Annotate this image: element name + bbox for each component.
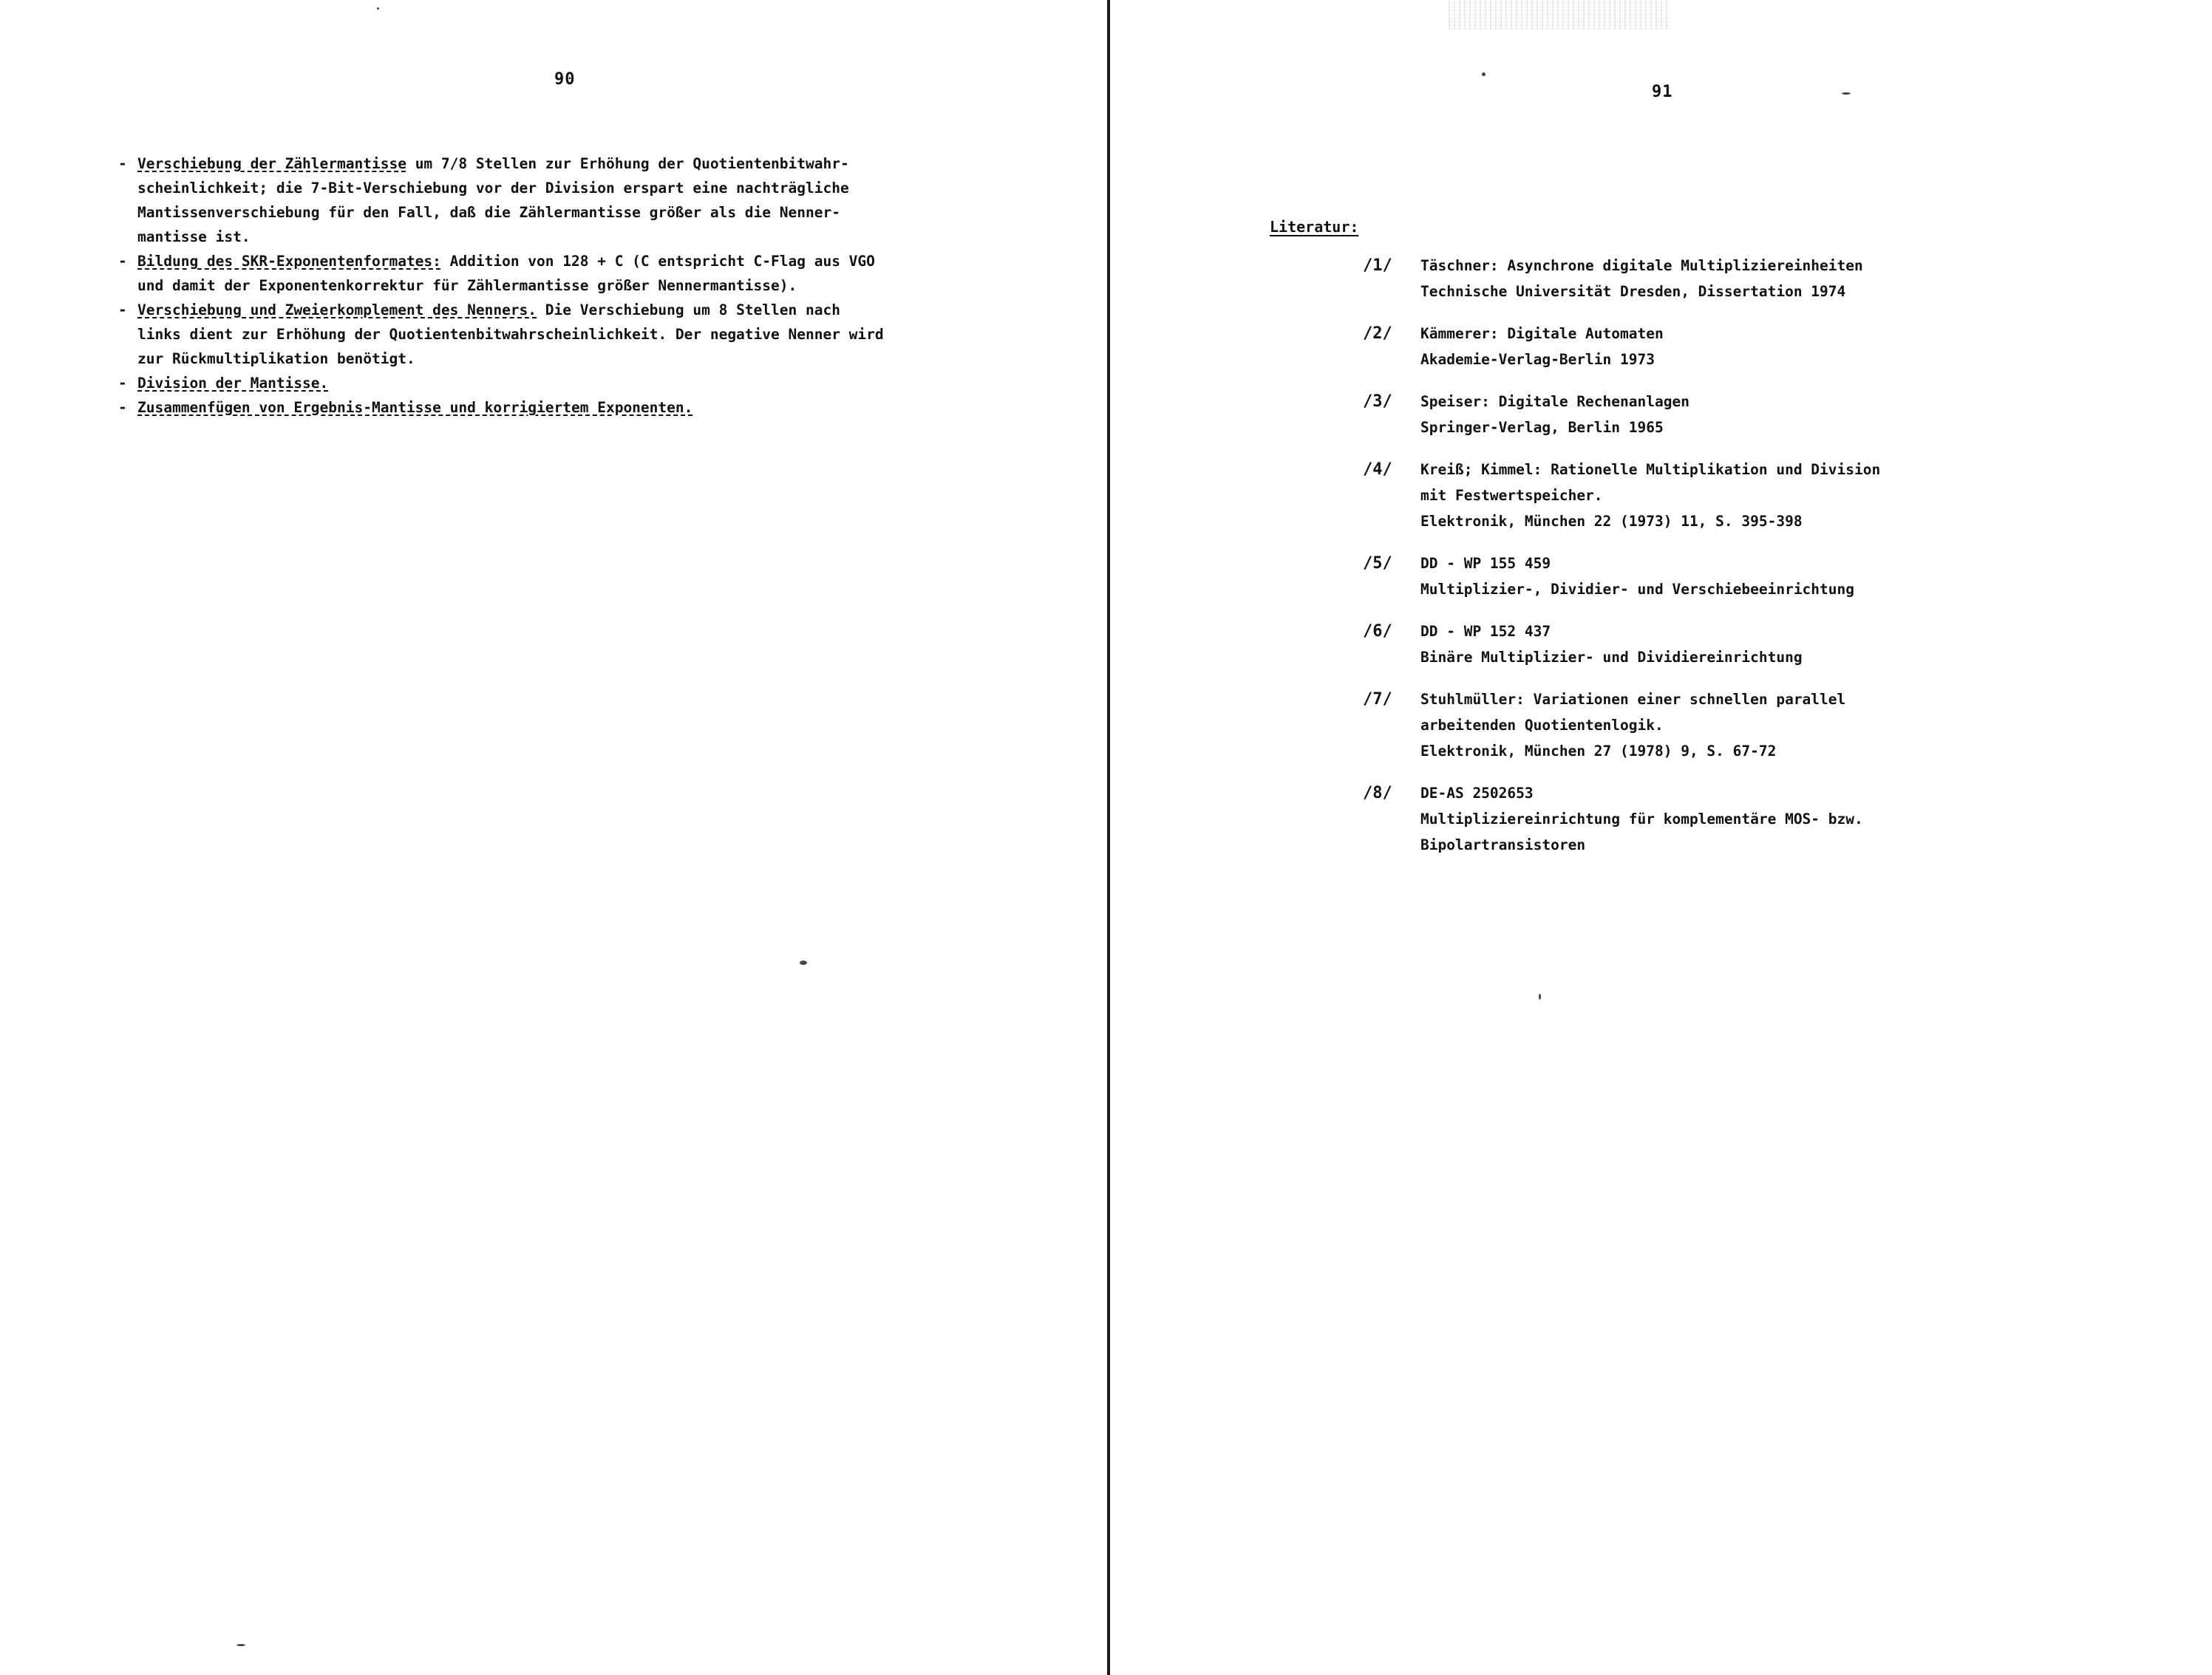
reference-item bbox=[1363, 550, 2191, 602]
scan-speck bbox=[1482, 72, 1486, 76]
reference-line: mit Festwertspeicher. bbox=[1420, 487, 1603, 504]
list-item bbox=[118, 298, 1086, 371]
list-item bbox=[118, 249, 1086, 298]
reference-item bbox=[1363, 321, 2191, 372]
bullet-dash: - bbox=[118, 399, 127, 416]
reference-number: /2/ bbox=[1363, 324, 1392, 343]
bullet-text: links dient zur Erhöhung der Quotientenbitwahrscheinlichkeit. Der negative Nenner wird bbox=[137, 326, 884, 343]
reference-line: Täschner: Asynchrone digitale Multipliziereinheiten bbox=[1420, 257, 1863, 274]
reference-item bbox=[1363, 618, 2191, 670]
reference-number: /5/ bbox=[1363, 554, 1392, 573]
reference-line: Binäre Multiplizier- und Dividiereinrichtung bbox=[1420, 649, 1803, 666]
reference-line: arbeitenden Quotientenlogik. bbox=[1420, 717, 1664, 734]
bullet-title: Division der Mantisse. bbox=[137, 375, 329, 392]
scan-speck bbox=[1539, 994, 1541, 1000]
bullet-text: scheinlichkeit; die 7-Bit-Verschiebung vor der Division erspart eine nachträgliche bbox=[137, 180, 849, 197]
bullet-title: Verschiebung und Zweierkomplement des Nenners. bbox=[137, 301, 537, 318]
reference-line: Bipolartransistoren bbox=[1420, 836, 1586, 853]
reference-line: Elektronik, München 27 (1978) 9, S. 67-72 bbox=[1420, 743, 1777, 760]
reference-line: DE-AS 2502653 bbox=[1420, 785, 1534, 802]
scan-speck bbox=[1842, 92, 1851, 95]
reference-item bbox=[1363, 457, 2191, 534]
reference-item bbox=[1363, 686, 2191, 764]
page-number-right: 91 bbox=[1652, 83, 1673, 101]
reference-line: Kreiß; Kimmel: Rationelle Multiplikation und Division bbox=[1420, 461, 1881, 478]
bullet-title: Verschiebung der Zählermantisse bbox=[137, 155, 406, 172]
bullet-text: um 7/8 Stellen zur Erhöhung der Quotientenbitwahr- bbox=[406, 155, 849, 172]
scan-speck bbox=[800, 961, 807, 965]
scan-noise bbox=[1449, 0, 1670, 30]
reference-number: /7/ bbox=[1363, 690, 1392, 709]
reference-number: /1/ bbox=[1363, 256, 1392, 275]
bullet-dash: - bbox=[118, 301, 127, 318]
bullet-title: Zusammenfügen von Ergebnis-Mantisse und korrigiertem Exponenten. bbox=[137, 399, 693, 416]
bullet-dash: - bbox=[118, 155, 127, 172]
bullet-text: Addition von 128 + C (C entspricht C-Flag aus VGO bbox=[440, 253, 875, 270]
literature-heading: Literatur: bbox=[1270, 218, 1359, 236]
bullet-dash: - bbox=[118, 253, 127, 270]
reference-line: Kämmerer: Digitale Automaten bbox=[1420, 325, 1664, 342]
reference-item bbox=[1363, 389, 2191, 440]
reference-line: DD - WP 152 437 bbox=[1420, 623, 1551, 640]
bullet-dash: - bbox=[118, 375, 127, 392]
scan-speck bbox=[377, 7, 379, 10]
reference-line: Springer-Verlag, Berlin 1965 bbox=[1420, 419, 1664, 436]
page-gutter bbox=[1107, 0, 1110, 1675]
reference-line: Multipliziereinrichtung für komplementäre MOS- bzw. bbox=[1420, 811, 1863, 828]
reference-number: /4/ bbox=[1363, 460, 1392, 479]
page-number-left: 90 bbox=[554, 70, 576, 89]
bullet-list bbox=[118, 151, 1086, 420]
bullet-text: und damit der Exponentenkorrektur für Zählermantisse größer Nennermantisse). bbox=[137, 277, 797, 294]
bullet-text: mantisse ist. bbox=[137, 228, 251, 245]
list-item bbox=[118, 151, 1086, 249]
reference-line: Speiser: Digitale Rechenanlagen bbox=[1420, 393, 1689, 410]
list-item bbox=[118, 395, 1086, 420]
reference-line: Stuhlmüller: Variationen einer schnellen parallel bbox=[1420, 691, 1846, 708]
reference-line: DD - WP 155 459 bbox=[1420, 555, 1551, 572]
reference-number: /8/ bbox=[1363, 784, 1392, 802]
bullet-text: zur Rückmultiplikation benötigt. bbox=[137, 350, 415, 367]
scan-speck bbox=[236, 1644, 245, 1646]
reference-line: Elektronik, München 22 (1973) 11, S. 395-398 bbox=[1420, 513, 1803, 530]
bullet-title: Bildung des SKR-Exponentenformates: bbox=[137, 253, 441, 270]
reference-number: /6/ bbox=[1363, 622, 1392, 641]
reference-line: Multiplizier-, Dividier- und Verschiebeeinrichtung bbox=[1420, 581, 1854, 598]
reference-line: Technische Universität Dresden, Dissertation 1974 bbox=[1420, 283, 1846, 300]
bullet-text: Die Verschiebung um 8 Stellen nach bbox=[537, 301, 840, 318]
bullet-text: Mantissenverschiebung für den Fall, daß die Zählermantisse größer als die Nenner- bbox=[137, 204, 840, 221]
reference-line: Akademie-Verlag-Berlin 1973 bbox=[1420, 351, 1655, 368]
reference-item bbox=[1363, 780, 2191, 858]
list-item bbox=[118, 371, 1086, 395]
reference-item bbox=[1363, 253, 2191, 304]
reference-list bbox=[1363, 253, 2191, 874]
reference-number: /3/ bbox=[1363, 392, 1392, 411]
